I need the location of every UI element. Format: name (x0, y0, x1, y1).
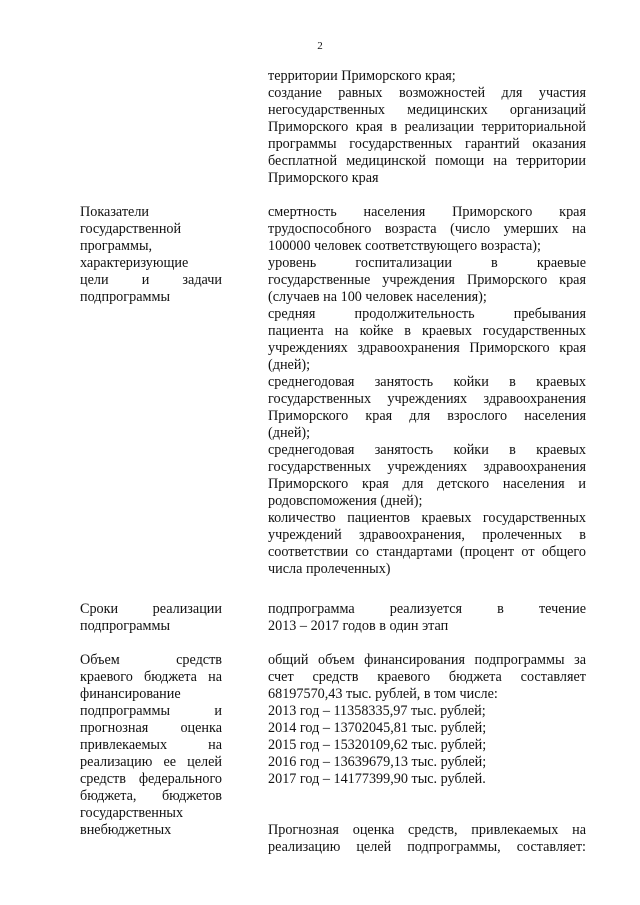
content-line: (дней); (268, 357, 311, 373)
label-line: Показатели (80, 204, 150, 220)
page-number: 2 (317, 40, 323, 52)
label-line: привлекаемых на (80, 737, 222, 753)
content-line: (дней); (268, 425, 311, 441)
content-line: подпрограмма реализуется в течение (268, 601, 586, 617)
label-line: подпрограммы и (80, 703, 222, 719)
content-line: территории Приморского края; (268, 68, 456, 84)
content-line: государственных учреждениях здравоохранения (268, 391, 586, 407)
content-line: учреждений здравоохранения, пролеченных в (268, 527, 586, 543)
content-line: счет средств краевого бюджета составляет (268, 669, 586, 685)
content-line: родовспоможения (дней); (268, 493, 423, 509)
label-line: программы, (80, 238, 153, 254)
content-line: 68197570,43 тыс. рублей, в том числе: (268, 686, 498, 702)
content-line: смертность населения Приморского края (268, 204, 586, 220)
label-line: Объем средств (80, 652, 222, 668)
content-line: негосударственных медицинских организаций (268, 102, 586, 118)
label-line: средств федерального (80, 771, 222, 787)
content-line: государственные учреждения Приморского края (268, 272, 586, 288)
label-line: цели и задачи (80, 272, 222, 288)
content-line: реализацию целей подпрограммы, составляет: (268, 839, 586, 855)
content-line: создание равных возможностей для участия (268, 85, 586, 101)
label-line: характеризующие (80, 255, 189, 271)
content-line: бесплатной медицинской помощи на территории (268, 153, 586, 169)
content-line: количество пациентов краевых государственных (268, 510, 586, 526)
content-line: Приморского края для взрослого населения (268, 408, 586, 424)
content-line: 2013 – 2017 годов в один этап (268, 618, 449, 634)
content-line: среднегодовая занятость койки в краевых (268, 374, 586, 390)
label-line: подпрограммы (80, 289, 170, 305)
content-line: пациента на койке в краевых государственных (268, 323, 586, 339)
content-line: Прогнозная оценка средств, привлекаемых на (268, 822, 586, 838)
content-line: уровень госпитализации в краевые (268, 255, 586, 271)
content-line: (случаев на 100 человек населения); (268, 289, 487, 305)
content-line: 2017 год – 14177399,90 тыс. рублей. (268, 771, 486, 787)
content-line: Приморского края в реализации территориальной (268, 119, 586, 135)
label-line: государственной (80, 221, 182, 237)
label-line: внебюджетных (80, 822, 172, 838)
content-line: среднегодовая занятость койки в краевых (268, 442, 586, 458)
label-line: государственных (80, 805, 184, 821)
content-line: трудоспособного возраста (число умерших на (268, 221, 586, 237)
content-line: общий объем финансирования подпрограммы за (268, 652, 586, 668)
content-line: программы государственных гарантий оказания (268, 136, 586, 152)
content-line: 2016 год – 13639679,13 тыс. рублей; (268, 754, 487, 770)
content-line: Приморского края (268, 170, 379, 186)
content-line: соответствии со стандартами (процент от общего (268, 544, 586, 560)
label-line: финансирование (80, 686, 181, 702)
label-line: подпрограммы (80, 618, 170, 634)
label-line: краевого бюджета на (80, 669, 222, 685)
content-line: средняя продолжительность пребывания (268, 306, 586, 322)
label-line: прогнозная оценка (80, 720, 222, 736)
label-line: бюджета, бюджетов (80, 788, 222, 804)
content-line: 2013 год – 11358335,97 тыс. рублей; (268, 703, 486, 719)
content-line: числа пролеченных) (268, 561, 391, 577)
content-line: 2015 год – 15320109,62 тыс. рублей; (268, 737, 487, 753)
content-line: 100000 человек соответствующего возраста); (268, 238, 541, 254)
content-line: учреждениях здравоохранения Приморского края (268, 340, 586, 356)
content-line: 2014 год – 13702045,81 тыс. рублей; (268, 720, 487, 736)
content-line: Приморского края для детского населения и (268, 476, 586, 492)
content-line: государственных учреждениях здравоохранения (268, 459, 586, 475)
label-line: реализацию ее целей (80, 754, 222, 770)
label-line: Сроки реализации (80, 601, 222, 617)
